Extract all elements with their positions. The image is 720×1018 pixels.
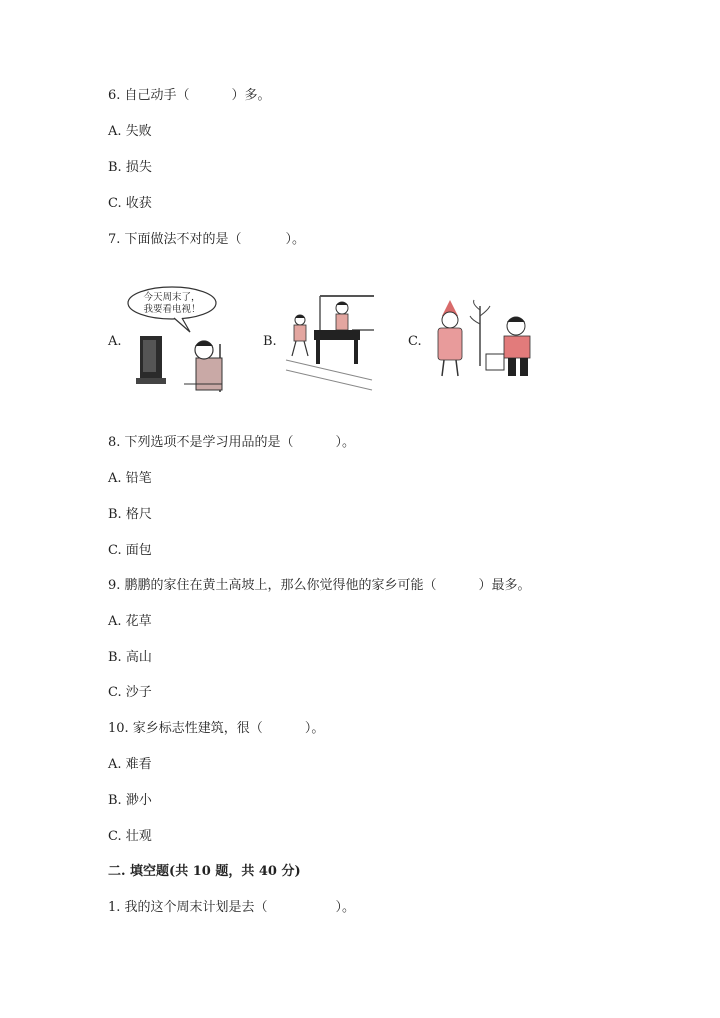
question-9-stem-start: 9. 鹏鹏的家住在黄土高坡上，那么你觉得他的家乡可能（ bbox=[108, 578, 437, 593]
section-title: 二. 填空题(共 10 题，共 40 分) bbox=[108, 864, 301, 879]
question-8-stem-end: ）。 bbox=[335, 435, 356, 450]
picture-planting-tree bbox=[428, 298, 544, 380]
speech-bubble-line-1: 今天周末了， bbox=[143, 293, 201, 303]
fill-question-1 bbox=[108, 900, 355, 916]
question-6-stem-start: 6. 自己动手（ bbox=[108, 88, 190, 103]
option-b: B. 损失 bbox=[108, 160, 152, 175]
question-7-stem-end: ）。 bbox=[285, 232, 306, 247]
watching-tv-illustration bbox=[124, 284, 228, 396]
question-9 bbox=[108, 578, 531, 594]
option-b: B. 高山 bbox=[108, 650, 152, 665]
picture-option-c-label: C. bbox=[408, 334, 422, 349]
question-10 bbox=[108, 721, 324, 737]
option-a: A. 难看 bbox=[108, 757, 152, 772]
question-8 bbox=[108, 435, 355, 451]
option-c: C. 收获 bbox=[108, 196, 152, 211]
question-10-stem-end: ）。 bbox=[304, 721, 325, 736]
question-8-stem-start: 8. 下列选项不是学习用品的是（ bbox=[108, 435, 294, 450]
question-6-stem-end: ）多。 bbox=[231, 88, 271, 103]
planting-tree-illustration bbox=[428, 298, 544, 380]
question-6 bbox=[108, 88, 271, 104]
fill-question-1-stem-start: 1. 我的这个周末计划是去（ bbox=[108, 900, 268, 915]
question-7-stem-start: 7. 下面做法不对的是（ bbox=[108, 232, 242, 247]
option-c: C. 沙子 bbox=[108, 685, 152, 700]
option-c: C. 面包 bbox=[108, 543, 152, 558]
option-a: A. 花草 bbox=[108, 614, 152, 629]
question-7 bbox=[108, 232, 305, 248]
speech-bubble-line-2: 我要看电视！ bbox=[143, 305, 201, 315]
picture-classroom bbox=[282, 290, 376, 394]
option-c: C. 壮观 bbox=[108, 829, 152, 844]
picture-watching-tv bbox=[124, 284, 228, 396]
question-9-stem-end: ）最多。 bbox=[478, 578, 531, 593]
question-10-stem-start: 10. 家乡标志性建筑，很（ bbox=[108, 721, 263, 736]
option-a: A. 失败 bbox=[108, 124, 152, 139]
picture-option-b-label: B. bbox=[263, 334, 277, 349]
option-b: B. 渺小 bbox=[108, 793, 152, 808]
option-b: B. 格尺 bbox=[108, 507, 152, 522]
picture-option-a-label: A. bbox=[108, 334, 122, 349]
classroom-illustration bbox=[282, 290, 376, 394]
fill-question-1-stem-end: ）。 bbox=[335, 900, 356, 915]
option-a: A. 铅笔 bbox=[108, 471, 152, 486]
